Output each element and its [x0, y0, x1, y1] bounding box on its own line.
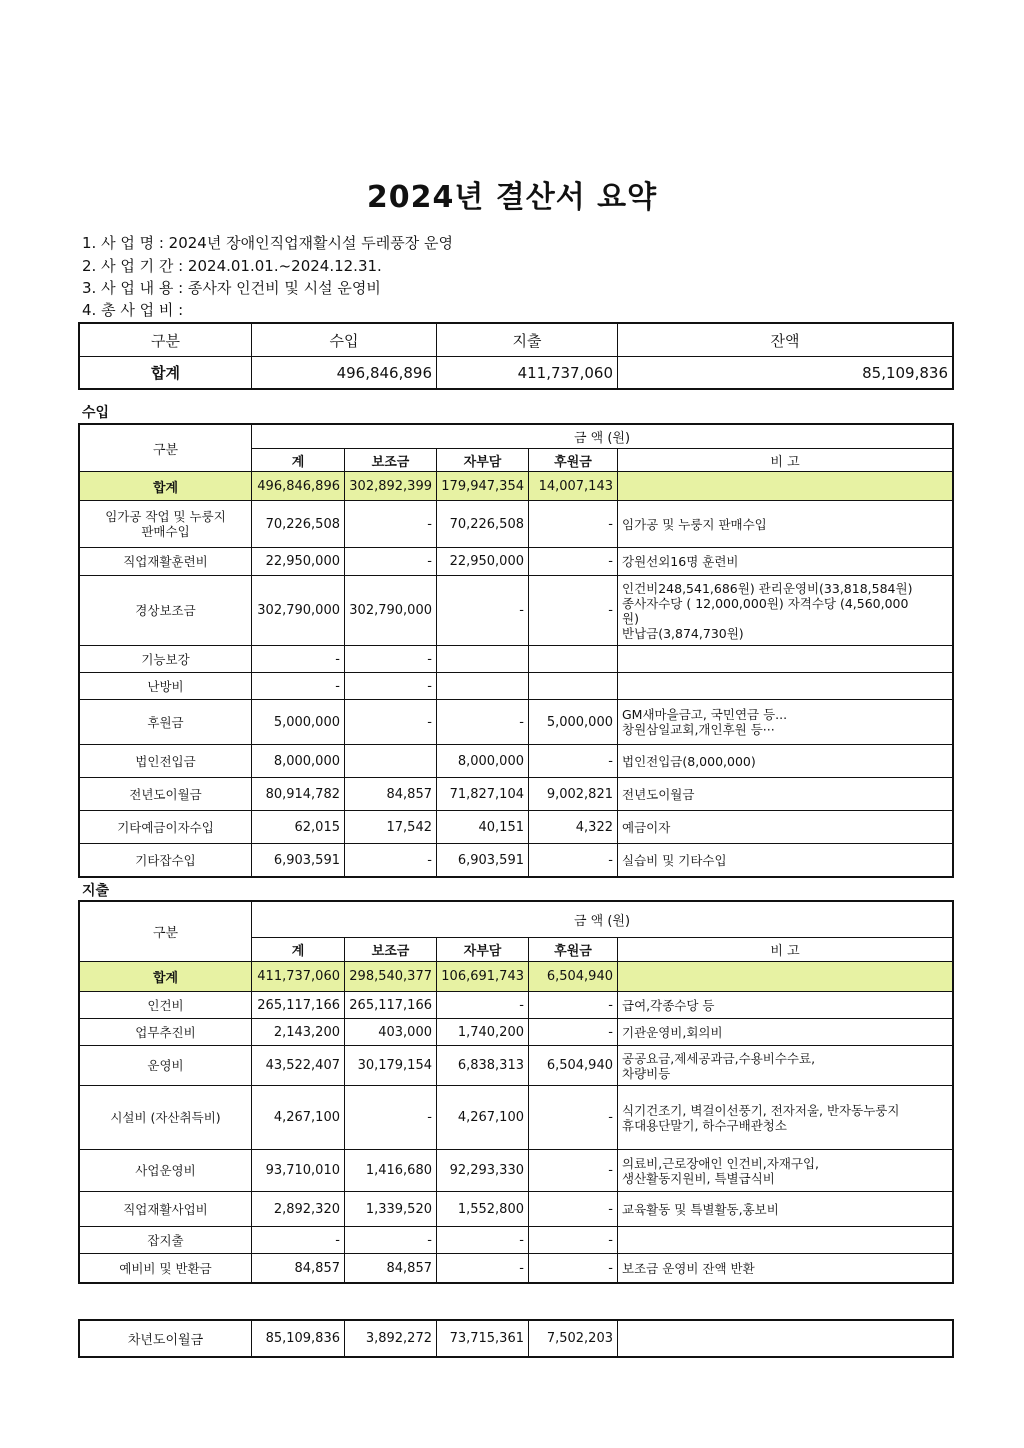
income-remarks: [618, 646, 953, 673]
expense-subsidy: 1,339,520: [345, 1192, 437, 1227]
income-remarks: 예금이자: [618, 811, 953, 844]
expense-sum: 265,117,166: [252, 992, 345, 1019]
expense-header-amount: 금 액 (원): [252, 902, 953, 938]
carryover-label: 차년도이월금: [80, 1321, 252, 1357]
income-self: 8,000,000: [437, 745, 529, 778]
expense-subsidy: -: [345, 1086, 437, 1150]
income-donation: -: [529, 745, 618, 778]
expense-row: [80, 1046, 953, 1086]
income-total-subsidy: 302,892,399: [345, 472, 437, 501]
income-label: 기타잡수입: [80, 844, 252, 877]
income-row: [80, 548, 953, 576]
summary-header-expense: 지출: [437, 324, 618, 357]
income-subsidy: -: [345, 548, 437, 576]
income-remarks: 인건비248,541,686원) 관리운영비(33,818,584원) 종사자수당 ( 12,000,000원) 자격수당 (4,560,000 원) 반납금(3,874,730원): [618, 576, 953, 646]
income-donation: 5,000,000: [529, 700, 618, 745]
income-sum: 70,226,508: [252, 501, 345, 548]
info-business-name: 1. 사 업 명 : 2024년 장애인직업재활시설 두레풍장 운영: [82, 234, 453, 252]
expense-row: [80, 1019, 953, 1046]
income-label: 경상보조금: [80, 576, 252, 646]
expense-self: 6,838,313: [437, 1046, 529, 1086]
income-label: 난방비: [80, 673, 252, 700]
expense-row: [80, 1192, 953, 1227]
expense-donation: -: [529, 1227, 618, 1254]
expense-sum: 2,892,320: [252, 1192, 345, 1227]
income-donation: -: [529, 844, 618, 877]
income-col-self: 자부담: [437, 449, 529, 472]
summary-table: [79, 323, 953, 389]
expense-label: 시설비 (자산취득비): [80, 1086, 252, 1150]
income-total-self: 179,947,354: [437, 472, 529, 501]
income-remarks: 강원선외16명 훈련비: [618, 548, 953, 576]
income-self: 71,827,104: [437, 778, 529, 811]
income-row: [80, 646, 953, 673]
info-content: 3. 사 업 내 용 : 종사자 인건비 및 시설 운영비: [82, 279, 381, 297]
expense-total-sum: 411,737,060: [252, 962, 345, 992]
expense-label: 잡지출: [80, 1227, 252, 1254]
summary-header-income: 수입: [252, 324, 437, 357]
expense-donation: -: [529, 1086, 618, 1150]
income-remarks: [618, 673, 953, 700]
income-subsidy: 84,857: [345, 778, 437, 811]
income-col-subsidy: 보조금: [345, 449, 437, 472]
expense-sum: 2,143,200: [252, 1019, 345, 1046]
info-total-budget: 4. 총 사 업 비 :: [82, 301, 184, 319]
income-remarks: 실습비 및 기타수입: [618, 844, 953, 877]
expense-total-label: 합계: [80, 962, 252, 992]
summary-total-label: 합계: [80, 357, 252, 389]
income-label: 직업재활훈련비: [80, 548, 252, 576]
expense-row: [80, 1086, 953, 1150]
income-subsidy: [345, 745, 437, 778]
income-header-amount: 금 액 (원): [252, 425, 953, 449]
income-row: [80, 576, 953, 646]
income-row: [80, 844, 953, 877]
income-self: 22,950,000: [437, 548, 529, 576]
income-subsidy: -: [345, 844, 437, 877]
expense-self: 92,293,330: [437, 1150, 529, 1192]
income-section-label: 수입: [82, 405, 110, 421]
carryover-sum: 85,109,836: [252, 1321, 345, 1357]
income-remarks: 임가공 및 누룽지 판매수입: [618, 501, 953, 548]
income-col-remarks: 비 고: [618, 449, 953, 472]
expense-donation: -: [529, 1192, 618, 1227]
expense-subsidy: 30,179,154: [345, 1046, 437, 1086]
income-total-label: 합계: [80, 472, 252, 501]
income-sum: 302,790,000: [252, 576, 345, 646]
expense-self: -: [437, 992, 529, 1019]
expense-subsidy: 265,117,166: [345, 992, 437, 1019]
expense-col-self: 자부담: [437, 938, 529, 962]
income-sum: 6,903,591: [252, 844, 345, 877]
income-self: 70,226,508: [437, 501, 529, 548]
income-donation: [529, 673, 618, 700]
expense-label: 사업운영비: [80, 1150, 252, 1192]
expense-donation: -: [529, 1019, 618, 1046]
expense-header-category: 구분: [80, 902, 252, 962]
income-row: [80, 501, 953, 548]
income-sum: 62,015: [252, 811, 345, 844]
expense-self: 4,267,100: [437, 1086, 529, 1150]
carryover-remarks: [618, 1321, 953, 1357]
expense-total-subsidy: 298,540,377: [345, 962, 437, 992]
expense-row: [80, 992, 953, 1019]
summary-total-expense: 411,737,060: [437, 357, 618, 389]
expense-sum: 84,857: [252, 1254, 345, 1283]
expense-remarks: 식기건조기, 벽걸이선풍기, 전자저울, 반자동누룽지 휴대용단말기, 하수구배관청소: [618, 1086, 953, 1150]
income-row: [80, 811, 953, 844]
income-subsidy: -: [345, 673, 437, 700]
income-donation: -: [529, 501, 618, 548]
expense-donation: -: [529, 1254, 618, 1283]
income-total-donation: 14,007,143: [529, 472, 618, 501]
income-header-category: 구분: [80, 425, 252, 472]
carryover-subsidy: 3,892,272: [345, 1321, 437, 1357]
expense-donation: -: [529, 1150, 618, 1192]
expense-total-remarks: [618, 962, 953, 992]
carryover-self: 73,715,361: [437, 1321, 529, 1357]
income-total-sum: 496,846,896: [252, 472, 345, 501]
expense-col-total: 계: [252, 938, 345, 962]
carryover-row: [80, 1321, 953, 1357]
expense-subsidy: 84,857: [345, 1254, 437, 1283]
expense-label: 직업재활사업비: [80, 1192, 252, 1227]
income-remarks: 법인전입금(8,000,000): [618, 745, 953, 778]
summary-total-balance: 85,109,836: [618, 357, 953, 389]
income-donation: 4,322: [529, 811, 618, 844]
expense-sum: 4,267,100: [252, 1086, 345, 1150]
expense-col-donation: 후원금: [529, 938, 618, 962]
income-label: 기능보강: [80, 646, 252, 673]
expense-row: [80, 1254, 953, 1283]
income-sum: -: [252, 673, 345, 700]
expense-remarks: 의료비,근로장애인 인건비,자재구입, 생산활동지원비, 특별급식비: [618, 1150, 953, 1192]
expense-remarks: 급여,각종수당 등: [618, 992, 953, 1019]
expense-self: 1,740,200: [437, 1019, 529, 1046]
expense-header-row: [80, 902, 953, 938]
expense-row: [80, 1150, 953, 1192]
income-label: 후원금: [80, 700, 252, 745]
income-donation: 9,002,821: [529, 778, 618, 811]
income-donation: [529, 646, 618, 673]
expense-table: [79, 901, 953, 1283]
income-subsidy: 302,790,000: [345, 576, 437, 646]
expense-section-label: 지출: [82, 883, 110, 899]
expense-total-self: 106,691,743: [437, 962, 529, 992]
summary-total-income: 496,846,896: [252, 357, 437, 389]
income-total-remarks: [618, 472, 953, 501]
expense-remarks: 교육활동 및 특별활동,홍보비: [618, 1192, 953, 1227]
expense-subsidy: 403,000: [345, 1019, 437, 1046]
expense-sum: -: [252, 1227, 345, 1254]
expense-subsidy: -: [345, 1227, 437, 1254]
income-row: [80, 778, 953, 811]
expense-sum: 43,522,407: [252, 1046, 345, 1086]
expense-label: 운영비: [80, 1046, 252, 1086]
income-donation: -: [529, 548, 618, 576]
income-self: -: [437, 700, 529, 745]
income-subsidy: -: [345, 646, 437, 673]
carryover-table: [79, 1320, 953, 1357]
income-sum: 80,914,782: [252, 778, 345, 811]
income-self: -: [437, 576, 529, 646]
income-header-row: [80, 425, 953, 449]
income-self: [437, 673, 529, 700]
summary-total-row: [80, 357, 953, 389]
summary-header-category: 구분: [80, 324, 252, 357]
expense-remarks: [618, 1227, 953, 1254]
income-table: [79, 424, 953, 877]
income-label: 법인전입금: [80, 745, 252, 778]
expense-label: 업무추진비: [80, 1019, 252, 1046]
expense-label: 예비비 및 반환금: [80, 1254, 252, 1283]
income-subsidy: 17,542: [345, 811, 437, 844]
income-row: [80, 745, 953, 778]
income-col-donation: 후원금: [529, 449, 618, 472]
expense-donation: 6,504,940: [529, 1046, 618, 1086]
expense-self: 1,552,800: [437, 1192, 529, 1227]
expense-remarks: 기관운영비,회의비: [618, 1019, 953, 1046]
income-remarks: 전년도이월금: [618, 778, 953, 811]
expense-total-row: [80, 962, 953, 992]
income-label: 기타예금이자수입: [80, 811, 252, 844]
expense-self: -: [437, 1227, 529, 1254]
expense-sum: 93,710,010: [252, 1150, 345, 1192]
income-total-row: [80, 472, 953, 501]
income-sum: 8,000,000: [252, 745, 345, 778]
expense-self: -: [437, 1254, 529, 1283]
expense-remarks: 보조금 운영비 잔액 반환: [618, 1254, 953, 1283]
summary-header-balance: 잔액: [618, 324, 953, 357]
income-label: 전년도이월금: [80, 778, 252, 811]
income-sum: 22,950,000: [252, 548, 345, 576]
carryover-donation: 7,502,203: [529, 1321, 618, 1357]
income-col-total: 계: [252, 449, 345, 472]
income-subsidy: -: [345, 501, 437, 548]
income-sum: 5,000,000: [252, 700, 345, 745]
income-sum: -: [252, 646, 345, 673]
expense-col-remarks: 비 고: [618, 938, 953, 962]
expense-row: [80, 1227, 953, 1254]
income-subsidy: -: [345, 700, 437, 745]
income-label: 임가공 작업 및 누룽지 판매수입: [80, 501, 252, 548]
summary-header-row: [80, 324, 953, 357]
expense-remarks: 공공요금,제세공과금,수용비수수료, 차량비등: [618, 1046, 953, 1086]
income-row: [80, 673, 953, 700]
income-remarks: GM새마을금고, 국민연금 등... 창원삼일교회,개인후원 등···: [618, 700, 953, 745]
income-self: [437, 646, 529, 673]
expense-col-subsidy: 보조금: [345, 938, 437, 962]
page-title: 2024년 결산서 요약: [366, 180, 658, 215]
income-row: [80, 700, 953, 745]
expense-subsidy: 1,416,680: [345, 1150, 437, 1192]
expense-total-donation: 6,504,940: [529, 962, 618, 992]
expense-donation: -: [529, 992, 618, 1019]
info-period: 2. 사 업 기 간 : 2024.01.01.~2024.12.31.: [82, 257, 382, 275]
income-self: 40,151: [437, 811, 529, 844]
income-self: 6,903,591: [437, 844, 529, 877]
expense-label: 인건비: [80, 992, 252, 1019]
income-donation: -: [529, 576, 618, 646]
